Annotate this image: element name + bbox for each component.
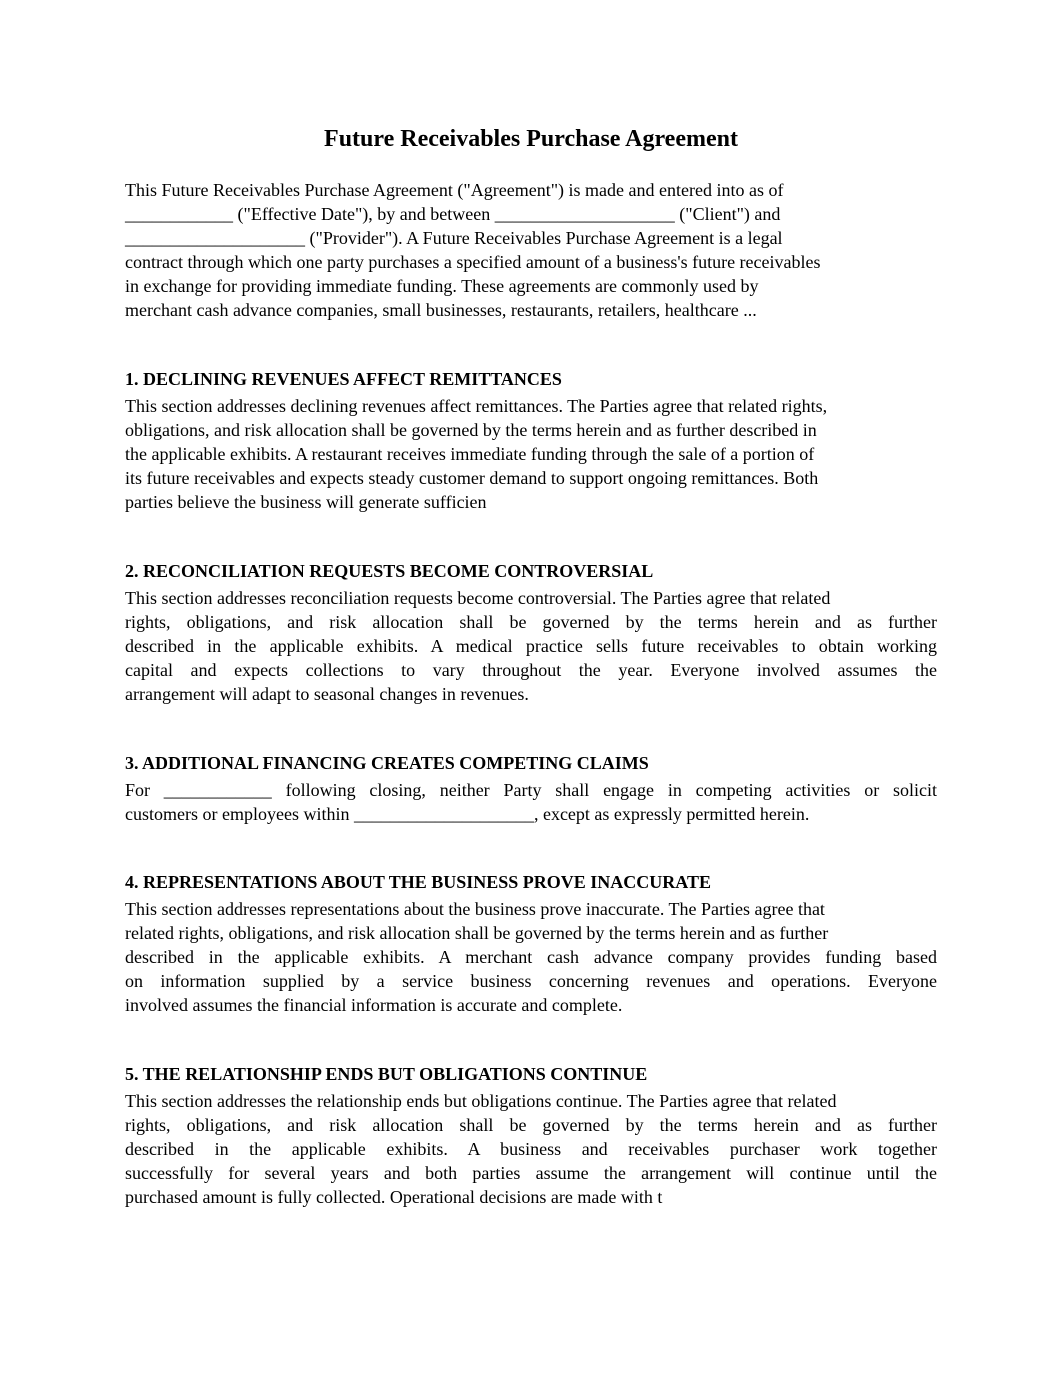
- section-4: [125, 870, 937, 1017]
- section-heading: 4. REPRESENTATIONS ABOUT THE BUSINESS PROVE INACCURATE: [125, 872, 711, 892]
- section-line: parties believe the business will generate sufficien: [125, 492, 487, 512]
- section-line: described in the applicable exhibits. A medical practice sells future receivables to obtain working: [125, 636, 937, 656]
- section-line: customers or employees within ____________________, except as expressly permitted herein.: [125, 804, 810, 824]
- section-line: its future receivables and expects steady customer demand to support ongoing remittances. Both: [125, 468, 819, 488]
- intro-line: merchant cash advance companies, small businesses, restaurants, retailers, healthcare ...: [125, 300, 757, 320]
- section-line: capital and expects collections to vary throughout the year. Everyone involved assumes the: [125, 660, 937, 680]
- section-heading: 3. ADDITIONAL FINANCING CREATES COMPETING CLAIMS: [125, 753, 649, 773]
- section-line: on information supplied by a service business concerning revenues and operations. Everyone: [125, 971, 937, 991]
- section-line: arrangement will adapt to seasonal changes in revenues.: [125, 684, 529, 704]
- intro-line: in exchange for providing immediate funding. These agreements are commonly used by: [125, 276, 759, 296]
- document-page: [125, 124, 937, 1254]
- section-line: involved assumes the financial information is accurate and complete.: [125, 995, 623, 1015]
- section-heading: 5. THE RELATIONSHIP ENDS BUT OBLIGATIONS CONTINUE: [125, 1064, 648, 1084]
- section-line: purchased amount is fully collected. Operational decisions are made with t: [125, 1187, 663, 1207]
- section-line: This section addresses declining revenues affect remittances. The Parties agree that related rights,: [125, 396, 828, 416]
- intro-line: This Future Receivables Purchase Agreement ("Agreement") is made and entered into as of: [125, 180, 784, 200]
- intro-line: ____________________ ("Provider"). A Future Receivables Purchase Agreement is a legal: [125, 228, 783, 248]
- section-line: described in the applicable exhibits. A business and receivables purchaser work together: [125, 1139, 937, 1159]
- section-5: [125, 1062, 937, 1209]
- section-line: This section addresses reconciliation requests become controversial. The Parties agree that related: [125, 588, 831, 608]
- section-line: This section addresses representations about the business prove inaccurate. The Parties agree that: [125, 899, 825, 919]
- section-line: For ____________ following closing, neither Party shall engage in competing activities or solicit: [125, 780, 937, 800]
- intro-line: ____________ ("Effective Date"), by and between ____________________ ("Client") and: [125, 204, 781, 224]
- document-title: Future Receivables Purchase Agreement: [324, 126, 738, 152]
- section-line: described in the applicable exhibits. A merchant cash advance company provides funding based: [125, 947, 937, 967]
- intro-paragraph: [125, 178, 937, 322]
- section-2: [125, 559, 937, 706]
- section-line: related rights, obligations, and risk allocation shall be governed by the terms herein and as further: [125, 923, 829, 943]
- section-line: obligations, and risk allocation shall be governed by the terms herein and as further described in: [125, 420, 817, 440]
- section-3: [125, 751, 937, 826]
- section-line: successfully for several years and both parties assume the arrangement will continue until the: [125, 1163, 937, 1183]
- section-line: This section addresses the relationship ends but obligations continue. The Parties agree that related: [125, 1091, 837, 1111]
- section-line: the applicable exhibits. A restaurant receives immediate funding through the sale of a portion of: [125, 444, 815, 464]
- intro-line: contract through which one party purchases a specified amount of a business's future receivables: [125, 252, 821, 272]
- section-1: [125, 367, 937, 514]
- section-heading: 2. RECONCILIATION REQUESTS BECOME CONTROVERSIAL: [125, 561, 654, 581]
- section-line: rights, obligations, and risk allocation shall be governed by the terms herein and as further: [125, 612, 937, 632]
- section-line: rights, obligations, and risk allocation shall be governed by the terms herein and as further: [125, 1115, 937, 1135]
- section-heading: 1. DECLINING REVENUES AFFECT REMITTANCES: [125, 369, 562, 389]
